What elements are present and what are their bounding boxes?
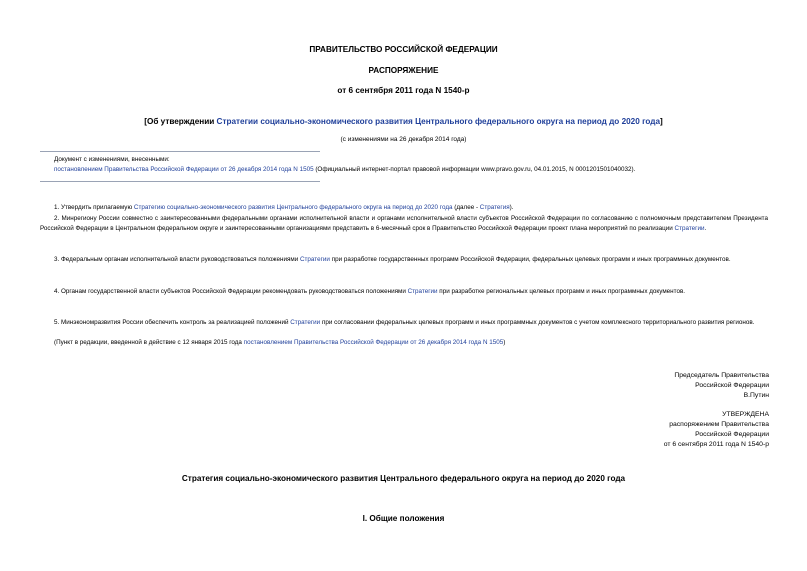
document-type: РАСПОРЯЖЕНИЕ (368, 66, 439, 75)
strategy-link[interactable]: Стратегии (290, 319, 321, 326)
approval-title: УТВЕРЖДЕНА (722, 411, 769, 418)
paragraph-1 (40, 203, 768, 213)
paragraph-4 (40, 287, 768, 297)
approval-country: Российской Федерации (695, 431, 769, 438)
amendments-line (54, 165, 774, 175)
changes-note: (с изменениями на 26 декабря 2014 года) (340, 136, 467, 143)
strategy-link[interactable]: Стратегии (674, 225, 705, 232)
revision-note (40, 338, 768, 348)
approval-block (664, 410, 769, 450)
paragraph-text: ). (509, 204, 514, 211)
paragraph-text: (далее - (452, 204, 480, 211)
paragraph-text: при разработке региональных целевых программ и иных программных документов. (437, 288, 686, 295)
paragraph-text: 3. Федеральным органам исполнительной власти руководствоваться положениями (54, 256, 300, 263)
approval-decree: распоряжением Правительства (669, 421, 769, 428)
divider-bottom (40, 181, 320, 182)
document-date-number: от 6 сентября 2011 года N 1540-р (337, 86, 470, 95)
strategy-heading: Стратегия социально-экономического развития Центрального федерального округа на период до 2020 года (181, 474, 626, 483)
signature-block (674, 371, 769, 401)
amendments-intro: Документ с изменениями, внесенными: (54, 156, 170, 163)
divider-top (40, 151, 320, 152)
strategy-title-link[interactable]: Стратегии социально-экономического развития Центрального федерального округа на период до 2020 года (216, 117, 661, 126)
strategy-link[interactable]: Стратегии (407, 288, 438, 295)
signature-name: В.Путин (743, 392, 769, 399)
government-heading: ПРАВИТЕЛЬСТВО РОССИЙСКОЙ ФЕДЕРАЦИИ (309, 45, 498, 54)
document-title (0, 117, 807, 126)
revision-decree-link[interactable]: постановлением Правительства Российской Федерации от 26 декабря 2014 года N 1505 (243, 339, 504, 346)
title-suffix: ] (660, 117, 663, 126)
amendment-source: (Официальный интернет-портал правовой информации www.pravo.gov.ru, 04.01.2015, N 0001201501040032). (313, 166, 636, 173)
paragraph-2 (40, 214, 768, 234)
paragraph-3 (40, 255, 768, 265)
paragraph-text: 4. Органам государственной власти субъектов Российской Федерации рекомендовать руководствоваться положениями (54, 288, 408, 295)
revision-text: (Пункт в редакции, введенной в действие с 12 января 2015 года (54, 339, 244, 346)
amendments-block (54, 155, 774, 175)
paragraph-5 (40, 318, 768, 328)
paragraph-text: . (704, 225, 707, 232)
revision-end: ) (503, 339, 506, 346)
strategy-short-link[interactable]: Стратегия (479, 204, 510, 211)
signature-country: Российской Федерации (695, 382, 769, 389)
paragraph-text: 5. Минэкономразвития России обеспечить контроль за реализацией положений (54, 319, 291, 326)
amendment-decree-link[interactable]: постановлением Правительства Российской Федерации от 26 декабря 2014 года N 1505 (54, 166, 314, 173)
paragraph-text: при разработке государственных программ Российской Федерации, федеральных целевых программ и иных программных документов. (329, 256, 731, 263)
section-heading: I. Общие положения (362, 514, 445, 523)
title-prefix: [Об утверждении (144, 117, 217, 126)
approval-date: от 6 сентября 2011 года N 1540-р (663, 441, 769, 448)
strategy-link[interactable]: Стратегии (300, 256, 330, 263)
signature-position: Председатель Правительства (674, 372, 769, 379)
paragraph-text: 1. Утвердить прилагаемую (54, 204, 134, 211)
paragraph-text: 2. Минрегиону России совместно с заинтересованными федеральными органами исполнительной власти и органами исполнительной власти субъектов Российской Федерации по согласованию с полномочным представителем Президента Российской Федерации в Центральном федеральном округе и заинтересованными организациями представить в 6-месячный срок в Правительство Российской Федерации проект плана мероприятий по реализации (40, 215, 768, 232)
paragraph-text: при согласовании федеральных целевых программ и иных программных документов с учетом комплексного территориального развития регионов. (320, 319, 755, 326)
strategy-link[interactable]: Стратегию социально-экономического развития Центрального федерального округа на период до 2020 года (133, 204, 453, 211)
